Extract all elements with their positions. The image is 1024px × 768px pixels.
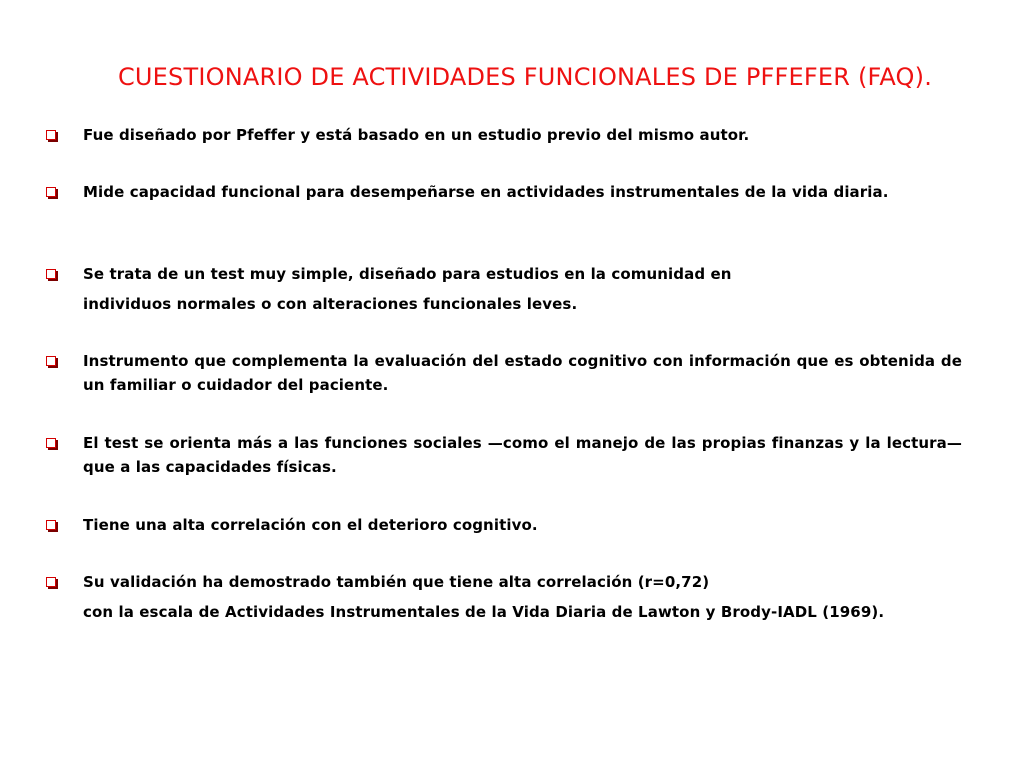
square-bullet-icon: [46, 187, 56, 197]
bullet-item: [46, 349, 962, 431]
square-bullet-icon: [46, 520, 56, 530]
bullet-list: [46, 123, 962, 624]
square-bullet-icon: [46, 577, 56, 587]
bullet-text: El test se orienta más a las funciones sociales —como el manejo de las propias finanzas y la lectura— que a las capacidades físicas.: [83, 434, 962, 476]
slide-title: CUESTIONARIO DE ACTIVIDADES FUNCIONALES DE PFFEFER (FAQ).: [117, 63, 933, 92]
square-bullet-icon: [46, 269, 56, 279]
bullet-item: [46, 431, 962, 513]
bullet-text: Instrumento que complementa la evaluación del estado cognitivo con información que es obtenida de un familiar o cuidador del paciente.: [83, 352, 962, 394]
bullet-continuation-text: individuos normales o con alteraciones funcionales leves.: [83, 295, 578, 313]
bullet-text: Mide capacidad funcional para desempeñarse en actividades instrumentales de la vida diaria.: [83, 183, 889, 201]
bullet-item: [46, 180, 962, 262]
bullet-item: [46, 513, 962, 570]
square-bullet-icon: [46, 438, 56, 448]
bullet-item: [46, 570, 962, 624]
bullet-item: [46, 123, 962, 180]
bullet-text: Tiene una alta correlación con el deterioro cognitivo.: [83, 516, 538, 534]
square-bullet-icon: [46, 130, 56, 140]
bullet-continuation-text: con la escala de Actividades Instrumentales de la Vida Diaria de Lawton y Brody-IADL (1969).: [83, 603, 885, 621]
bullet-text: Fue diseñado por Pfeffer y está basado en un estudio previo del mismo autor.: [83, 126, 750, 144]
bullet-text: Su validación ha demostrado también que tiene alta correlación (r=0,72): [83, 573, 710, 591]
bullet-text: Se trata de un test muy simple, diseñado para estudios en la comunidad en: [83, 265, 732, 283]
bullet-item: [46, 262, 962, 349]
square-bullet-icon: [46, 356, 56, 366]
